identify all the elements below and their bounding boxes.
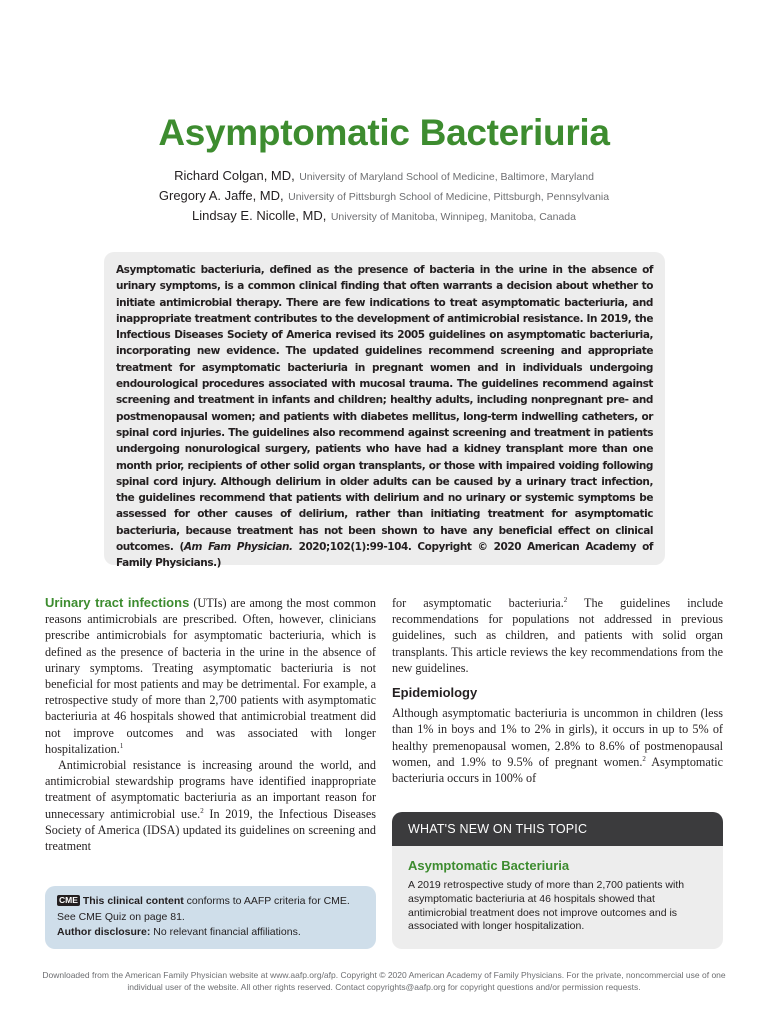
abstract-box: [104, 252, 665, 570]
paragraph-text: (UTIs) are among the most common reasons antimicrobials are prescribed. Often, however, clinicians prescribe antimicrobials for asymptomatic bacteriuria, which is defined as the presence of bacteria in the urine in the absence of urinary symptoms. Treating asymptomatic bacteriuria is not beneficial for most patients and may be detrimental. For example, a retrospective study of more than 2,700 patients with asymptomatic bacteriuria at 46 hospitals showed that antimicrobial treatment did not improve outcomes and was associated with longer hospitalization.: [45, 596, 376, 756]
disclosure-text: No relevant financial affiliations.: [150, 926, 301, 938]
reference-marker: 2: [642, 754, 646, 763]
abstract-text: Asymptomatic bacteriuria, defined as the presence of bacteria in the urine in the absence of urinary symptoms, is a common clinical finding that often warrants a decision about whether to initiate antimicrobial therapy. There are few indications to treat asymptomatic bacteriuria, and inappropriate treatment contributes to the development of antimicrobial resistance. In 2019, the Infectious Diseases Society of America revised its 2005 guidelines on asymptomatic bacteriuria, incorporating new evidence. The updated guidelines recommend screening and appropriate treatment for asymptomatic bacteriuria in pregnant women and in individuals undergoing endourological procedures associated with mucosal trauma. The guidelines recommend against screening and treatment in infants and children; healthy adults, including nonpregnant pre- and postmenopausal women; and patients with diabetes mellitus, long-term indwelling catheters, or spinal cord injuries. The guidelines also recommend against screening and treatment in patients undergoing nonurological surgery, patients who have had a kidney transplant more than one month prior, recipients of other solid organ transplants, or those with impaired voiding following spinal cord injury. Although delirium in older adults can be caused by a urinary tract infection, the guidelines recommend that patients with delirium and no urinary or systemic symptoms be assessed for other causes of delirium, rather than initiating treatment for asymptomatic bacteriuria, because treatment has not been shown to have any beneficial effect on clinical outcomes. (: [116, 264, 653, 554]
lead-in-text: Urinary tract infections: [45, 595, 190, 610]
abstract-citation-rest: 2020;102(1):99-104. Copyright © 2020 American Academy of Family Physicians.): [116, 541, 653, 570]
paragraph-text: Antimicrobial resistance is increasing around the world, and antimicrobial stewardship programs have identified inappropriate treatment of asymptomatic bacteriuria as an important reason for unnecessary antimicrobial use.: [45, 758, 376, 821]
whats-new-subtitle: Asymptomatic Bacteriuria: [408, 858, 570, 873]
author-list: [0, 166, 768, 226]
author-line: [0, 206, 768, 226]
body-paragraph: [392, 595, 723, 676]
abstract-citation: Am Fam Physician.: [183, 541, 293, 554]
body-paragraph: [392, 705, 723, 786]
paragraph-text: Although asymptomatic bacteriuria is uncommon in children (less than 1% in boys and 1% to 2% in girls), it occurs in up to 5% of healthy premenopausal women, 2.8% to 8.6% of postmenopausal women, and 1.9% to 9.5% of pregnant women.: [392, 706, 723, 769]
author-name: Richard Colgan, MD,: [174, 168, 295, 183]
cme-lead: This clinical content: [82, 895, 184, 907]
author-disclosure: [57, 925, 364, 941]
cme-badge: CME: [59, 895, 78, 905]
author-line: [0, 166, 768, 186]
section-heading: Epidemiology: [392, 685, 478, 701]
body-paragraph: [45, 595, 376, 757]
body-column-right: [392, 595, 723, 786]
paragraph-text: for asymptomatic bacteriuria.: [392, 596, 564, 610]
reference-marker: 2: [563, 595, 568, 604]
paragraph-text: The guidelines include recommendations for populations not addressed in previous guidelines, such as children, and patients with solid organ transplants. This article reviews the key recommendations from the new guidelines.: [392, 596, 723, 675]
cme-text: conforms to AAFP criteria for CME. See CME Quiz on page 81.: [57, 895, 350, 923]
paragraph-text: In 2019, the Infectious Diseases Society of America (IDSA) updated its guidelines on screening and treatment: [45, 806, 377, 854]
disclosure-label: Author disclosure:: [57, 926, 151, 938]
whats-new-box: [392, 812, 723, 949]
reference-marker: 2: [200, 806, 204, 815]
author-affiliation: University of Manitoba, Winnipeg, Manitoba, Canada: [330, 211, 576, 223]
whats-new-body: [392, 846, 723, 949]
author-line: [0, 186, 768, 206]
cme-statement: [57, 894, 364, 925]
body-column-left: [45, 595, 376, 854]
cme-info-box: [45, 886, 376, 949]
reference-marker: 1: [119, 741, 124, 750]
whats-new-header: WHAT'S NEW ON THIS TOPIC: [392, 812, 723, 846]
author-affiliation: University of Maryland School of Medicine, Baltimore, Maryland: [299, 171, 594, 183]
whats-new-text: A 2019 retrospective study of more than 2,700 patients with asymptomatic bacteriuria at 46 hospitals showed that antimicrobial treatment does not improve outcomes and is associated with longer hospitalization.: [408, 879, 685, 933]
body-paragraph: [45, 757, 376, 854]
page-footer: Downloaded from the American Family Physician website at www.aafp.org/afp. Copyright © 2020 American Academy of Family Physicians. For the private, noncommercial use of one individual user of the website. All other rights reserved. Contact copyrights@aafp.org for copyright questions and/or permission requests.: [42, 970, 726, 992]
article-title: Asymptomatic Bacteriuria: [158, 112, 610, 153]
author-affiliation: University of Pittsburgh School of Medicine, Pittsburgh, Pennsylvania: [288, 191, 610, 203]
paragraph-text: Asymptomatic bacteriuria occurs in 100% of: [392, 754, 723, 786]
author-name: Lindsay E. Nicolle, MD,: [192, 208, 327, 223]
author-name: Gregory A. Jaffe, MD,: [158, 188, 284, 203]
